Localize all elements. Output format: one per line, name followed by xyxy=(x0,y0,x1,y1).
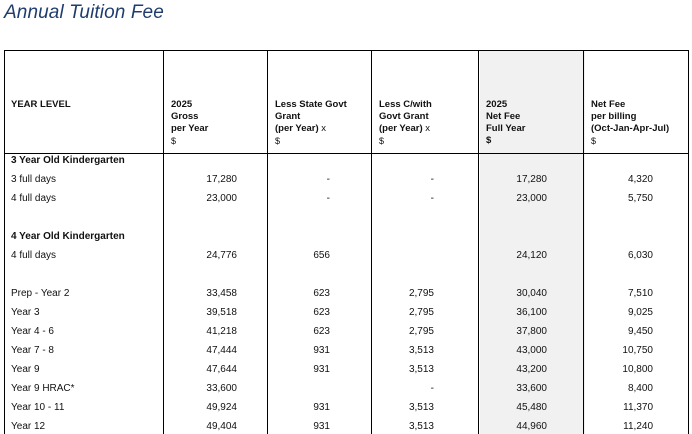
billing-cell: 8,400 xyxy=(627,383,653,394)
header-net-per-billing: Net Fee per billing (Oct-Jan-Apr-Jul) $ xyxy=(591,99,670,146)
table-row xyxy=(5,303,688,322)
table-row xyxy=(5,417,688,434)
section-label: 4 Year Old Kindergarten xyxy=(11,231,125,242)
gross-cell: 41,218 xyxy=(206,326,237,337)
state-grant-cell: 931 xyxy=(313,364,330,375)
billing-cell: 10,800 xyxy=(622,364,653,375)
net-fee-cell: 33,600 xyxy=(516,383,547,394)
billing-cell: 10,750 xyxy=(622,345,653,356)
state-grant-cell: 931 xyxy=(313,421,330,432)
year-level-cell: 4 full days xyxy=(11,193,57,204)
year-level-cell: Year 7 - 8 xyxy=(11,345,54,356)
table-row xyxy=(5,284,688,303)
gross-cell: 49,924 xyxy=(206,402,237,413)
net-fee-cell: 23,000 xyxy=(516,193,547,204)
billing-cell: 9,025 xyxy=(627,307,653,318)
state-grant-cell: 931 xyxy=(313,345,330,356)
billing-cell: 6,030 xyxy=(627,250,653,261)
table-row xyxy=(5,189,688,208)
state-grant-cell: - xyxy=(326,193,330,204)
table-row xyxy=(5,398,688,417)
year-level-cell: Year 9 xyxy=(11,364,40,375)
net-fee-cell: 45,480 xyxy=(516,402,547,413)
cwith-grant-cell: - xyxy=(430,174,434,185)
section-heading-row xyxy=(5,227,688,246)
gross-cell: 33,458 xyxy=(206,288,237,299)
cwith-grant-cell: 3,513 xyxy=(408,364,434,375)
state-grant-cell: 623 xyxy=(313,307,330,318)
gross-cell: 17,280 xyxy=(206,174,237,185)
state-grant-cell: 623 xyxy=(313,326,330,337)
net-fee-cell: 24,120 xyxy=(516,250,547,261)
header-state-grant: Less State Govt Grant (per Year) x $ xyxy=(275,99,347,146)
header-year-level: YEAR LEVEL xyxy=(11,99,71,110)
net-fee-cell: 43,000 xyxy=(516,345,547,356)
page-title: Annual Tuition Fee xyxy=(4,2,164,23)
section-heading-row xyxy=(5,151,688,170)
net-fee-cell: 30,040 xyxy=(516,288,547,299)
header-gross: 2025 Gross per Year $ xyxy=(171,99,209,146)
year-level-cell: Year 9 HRAC* xyxy=(11,383,75,394)
gross-cell: 47,444 xyxy=(206,345,237,356)
billing-cell: 7,510 xyxy=(627,288,653,299)
cwith-grant-cell: 2,795 xyxy=(408,288,434,299)
year-level-cell: Year 4 - 6 xyxy=(11,326,54,337)
table-row xyxy=(5,379,688,398)
net-fee-cell: 36,100 xyxy=(516,307,547,318)
state-grant-cell: 656 xyxy=(313,250,330,261)
fee-table xyxy=(4,50,689,434)
gross-cell: 23,000 xyxy=(206,193,237,204)
cwith-grant-cell: 3,513 xyxy=(408,402,434,413)
table-row xyxy=(5,360,688,379)
gross-cell: 24,776 xyxy=(206,250,237,261)
table-row xyxy=(5,246,688,265)
billing-cell: 11,240 xyxy=(623,421,653,432)
net-fee-cell: 44,960 xyxy=(516,421,547,432)
year-level-cell: 4 full days xyxy=(11,250,57,261)
year-level-cell: Year 3 xyxy=(11,307,40,318)
net-fee-cell: 43,200 xyxy=(516,364,547,375)
table-row xyxy=(5,341,688,360)
year-level-cell: 3 full days xyxy=(11,174,57,185)
table-row xyxy=(5,322,688,341)
billing-cell: 5,750 xyxy=(627,193,653,204)
gross-cell: 47,644 xyxy=(206,364,237,375)
header-net-full-year: 2025 Net Fee Full Year $ xyxy=(486,99,526,146)
billing-cell: 9,450 xyxy=(627,326,653,337)
cwith-grant-cell: 3,513 xyxy=(408,345,434,356)
state-grant-cell: 623 xyxy=(313,288,330,299)
net-fee-cell: 37,800 xyxy=(516,326,547,337)
gross-cell: 33,600 xyxy=(206,383,237,394)
billing-cell: 4,320 xyxy=(627,174,653,185)
year-level-cell: Year 12 xyxy=(11,421,46,432)
cwith-grant-cell: - xyxy=(430,383,434,394)
gross-cell: 39,518 xyxy=(206,307,237,318)
table-row xyxy=(5,170,688,189)
year-level-cell: Year 10 - 11 xyxy=(11,402,65,413)
cwith-grant-cell: 2,795 xyxy=(408,326,434,337)
cwith-grant-cell: 2,795 xyxy=(408,307,434,318)
billing-cell: 11,370 xyxy=(623,402,653,413)
state-grant-cell: - xyxy=(326,174,330,185)
header-cwith-grant: Less C/with Govt Grant (per Year) x $ xyxy=(379,99,432,146)
gross-cell: 49,404 xyxy=(206,421,237,432)
cwith-grant-cell: 3,513 xyxy=(408,421,434,432)
cwith-grant-cell: - xyxy=(430,193,434,204)
year-level-cell: Prep - Year 2 xyxy=(11,288,70,299)
state-grant-cell: 931 xyxy=(313,402,330,413)
section-label: 3 Year Old Kindergarten xyxy=(11,155,125,166)
net-fee-cell: 17,280 xyxy=(516,174,547,185)
